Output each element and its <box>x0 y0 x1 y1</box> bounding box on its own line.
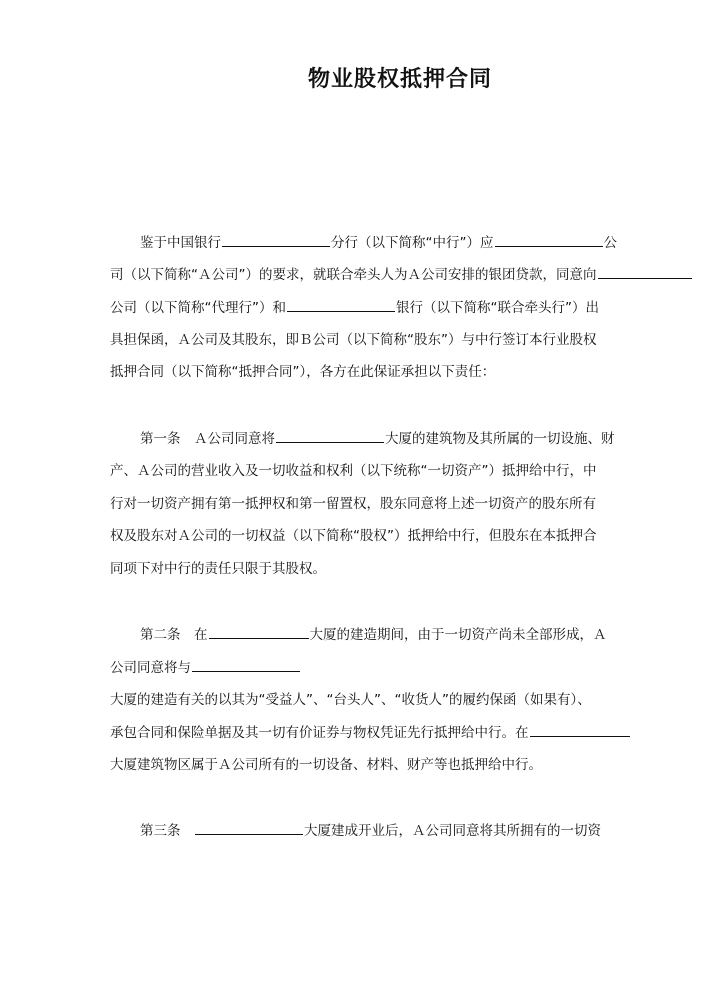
article-2-line-4: 承包合同和保险单据及其一切有价证券与物权凭证先行抵押给中行。在 <box>110 722 631 743</box>
article-1-line-4: 权及股东对Ａ公司的一切权益（以下简称“股权”）抵押给中行，但股东在本抵押合 <box>110 528 597 544</box>
preamble-line-4: 具担保函，Ａ公司及其股东，即Ｂ公司（以下简称“股东”）与中行签订本行业股权 <box>110 332 597 348</box>
article-2-line-5: 大厦建筑物区属于Ａ公司所有的一切设备、材料、财产等也抵押给中行。 <box>110 757 542 773</box>
blank-building-name <box>276 428 384 443</box>
blank-bank-name <box>222 232 330 247</box>
article-1-line-1: 第一条 Ａ公司同意将 大厦的建筑物及其所属的一切设施、财 <box>140 428 615 449</box>
preamble-line-1: 鉴于中国银行 分行（以下简称“中行”）应 公 <box>140 232 617 253</box>
preamble-line-5: 抵押合同（以下简称“抵押合同”），各方在此保证承担以下责任： <box>110 364 496 380</box>
article-2-line-1: 第二条 在 大厦的建造期间，由于一切资产尚未全部形成，Ａ <box>140 624 607 645</box>
blank-company-name <box>495 232 603 247</box>
article-2-line-2: 公司同意将与 <box>110 657 301 678</box>
blank-building-name <box>192 657 300 672</box>
article-1-line-3: 行对一切资产拥有第一抵押权和第一留置权，股东同意将上述一切资产的股东所有 <box>110 496 596 512</box>
document-title: 物业股权抵押合同 <box>307 67 492 92</box>
blank-building-name <box>195 820 303 835</box>
article-1-line-2: 产、Ａ公司的营业收入及一切收益和权利（以下统称“一切资产”）抵押给中行，中 <box>110 463 597 479</box>
blank-building-name <box>209 624 309 639</box>
article-1-line-5: 同项下对中行的责任只限于其股权。 <box>110 561 326 577</box>
article-2-line-3: 大厦的建造有关的以其为“受益人”、“台头人”、“收货人”的履约保函（如果有）、 <box>110 692 591 708</box>
preamble-line-2: 司（以下简称“Ａ公司”）的要求，就联合牵头人为Ａ公司安排的银团贷款，同意向 <box>110 264 693 285</box>
preamble-line-3: 公司（以下简称“代理行”）和 银行（以下简称“联合牵头行”）出 <box>110 297 599 318</box>
blank-agent-company <box>598 264 692 279</box>
blank-building-name <box>530 722 630 737</box>
blank-lead-bank <box>287 297 395 312</box>
article-3-line-1: 第三条 大厦建成开业后，Ａ公司同意将其所拥有的一切资 <box>140 820 601 841</box>
